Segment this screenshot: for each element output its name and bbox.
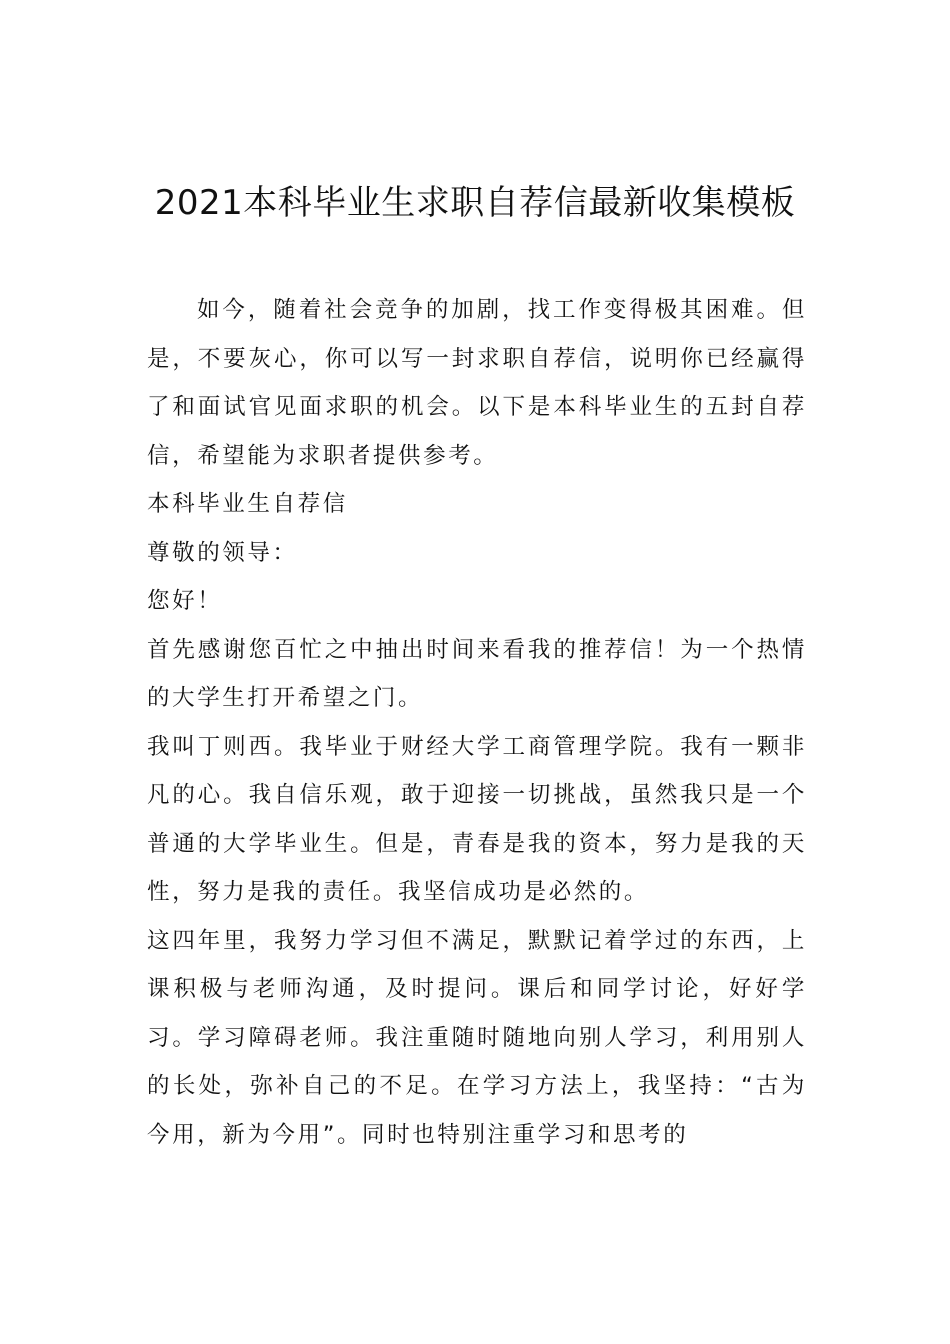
body-paragraph: 我叫丁则西。我毕业于财经大学工商管理学院。我有一颗非凡的心。我自信乐观，敢于迎接一切挑战，虽然我只是一个普通的大学毕业生。但是，青春是我的资本，努力是我的天性，努力是我的责任。我坚信成功是必然的。 bbox=[147, 733, 807, 905]
page-title: 2021本科毕业生求职自荐信最新收集模板 bbox=[154, 182, 796, 223]
body-paragraph: 首先感谢您百忙之中抽出时间来看我的推荐信！为一个热情的大学生打开希望之门。 bbox=[147, 636, 807, 711]
greeting: 您好！ bbox=[147, 588, 223, 614]
intro-paragraph: 如今，随着社会竞争的加剧，找工作变得极其困难。但是，不要灰心，你可以写一封求职自荐信，说明你已经赢得了和面试官见面求职的机会。以下是本科毕业生的五封自荐信，希望能为求职者提供参考。 bbox=[147, 297, 807, 469]
letter-heading: 本科毕业生自荐信 bbox=[147, 491, 348, 517]
salutation: 尊敬的领导： bbox=[147, 539, 298, 566]
body-paragraph: 这四年里，我努力学习但不满足，默默记着学过的东西，上课积极与老师沟通，及时提问。课后和同学讨论，好好学习。学习障碍老师。我注重随时随地向别人学习，利用别人的长处，弥补自己的不足。在学习方法上，我坚持：“古为今用，新为今用”。同时也特别注重学习和思考的 bbox=[147, 927, 807, 1148]
document-body bbox=[147, 286, 807, 1159]
